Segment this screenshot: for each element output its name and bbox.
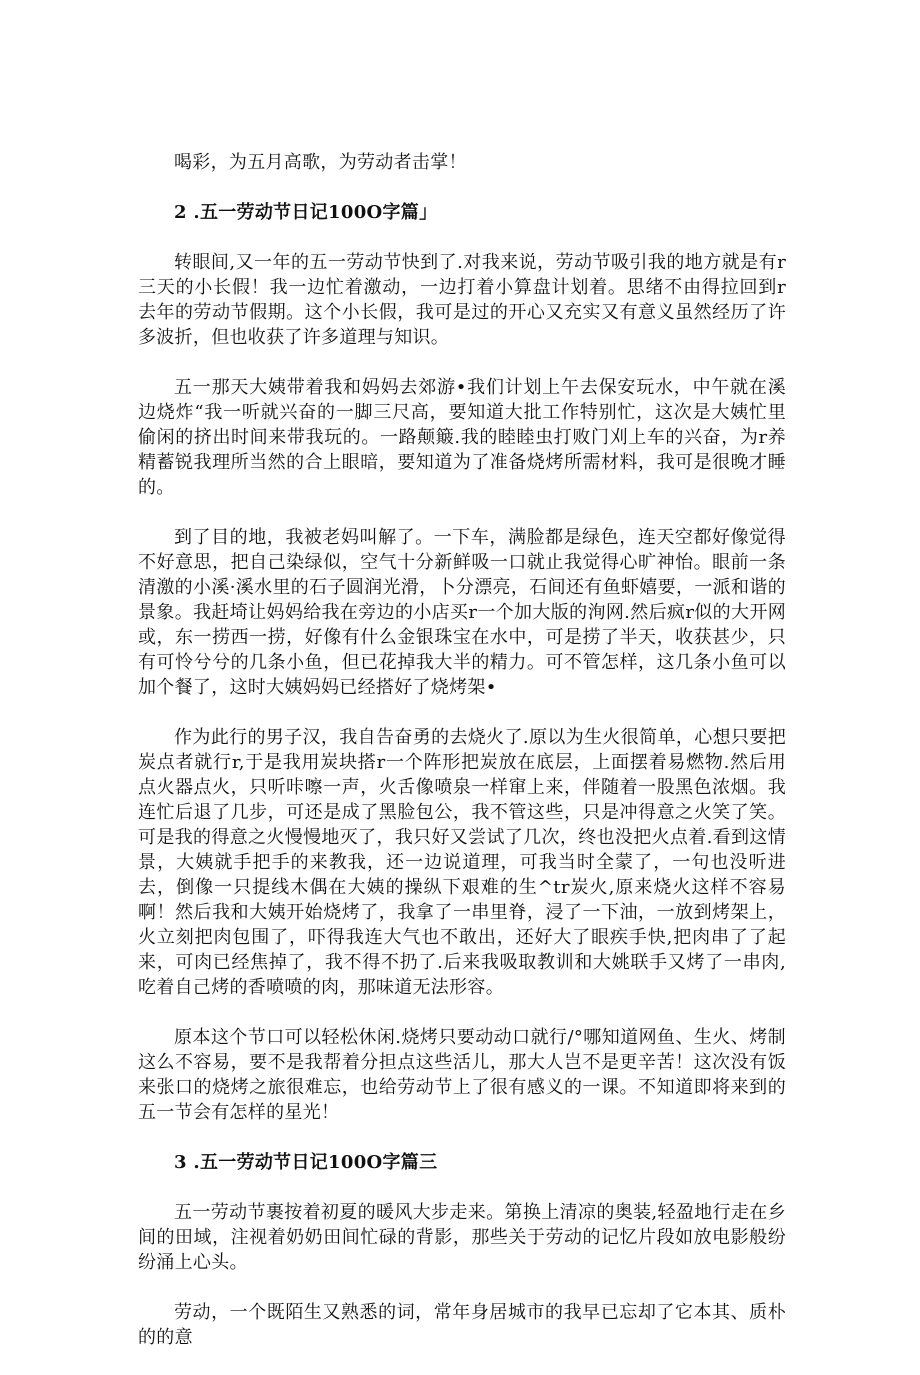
paragraph-fire: 作为此行的男子汉，我自告奋勇的去烧火了.原以为生火很简单，心想只要把炭点者就行r,于是我用炭块搭r一个阵形把炭放在底层，上面摆着易燃物.然后用点火器点火，只听咔嚓一声，火舌像喷泉一样窜上来，伴随着一股黑色浓烟。我连忙后退了几步，可还是成了黑脸包公，我不管这些，只是冲得意之火笑了笑。可是我的得意之火慢慢地灭了，我只好又尝试了几次，终也没把火点着.看到这情景，大姨就手把手的来教我，还一边说道理，可我当时全蒙了，一句也没听进去，倒像一只提线木偶在大姨的操纵下艰难的生^tr炭火,原来烧火这样不容易啊！然后我和大姨开始烧烤了，我拿了一串里脊，浸了一下油，一放到烤架上，火立刻把肉包围了，吓得我连大气也不敢出，还好大了眼疾手快,把肉串了了起来，可肉已经焦掉了，我不得不扔了.后来我吸取教训和大姚联手又烤了一串肉,吃着自己烤的香喷喷的肉，那味道无法形容。 [138,727,786,998]
document-page [138,150,786,1375]
paragraph-outing: 五一那天大姨带着我和妈妈去郊游•我们计划上午去保安玩水，中午就在溪边烧炸“我一听就兴奋的一脚三尺高，要知道大批工作特别忙，这次是大姨忙里偷闲的挤出时间来带我玩的。一路颠簸.我的睦睦虫打败门刈上车的兴奋，为r养精蓄锐我理所当然的合上眼暗，要知道为了准备烧烤所需材料，我可是很晚才睡的。 [138,377,786,498]
paragraph-intro: 转眼间,又一年的五一劳动节快到了.对我来说，劳动节吸引我的地方就是有r三天的小长假！我一边忙着激动，一边打着小算盘计划着。思绪不由得拉回到r去年的劳动节假期。这个小长假，我可是过的开心又充实又有意义虽然经历了许多波折，但也收获了许多道理与知识。 [138,252,786,348]
paragraph-cheer: 喝彩，为五月高歌，为劳动者击掌！ [174,152,467,173]
paragraph-summer: 五一劳动节裹按着初夏的暖风大步走来。第换上清凉的奥装,轻盈地行走在乡间的田域，注视着奶奶田间忙碌的背影，那些关于劳动的记忆片段如放电影般纷纷涌上心头。 [138,1202,786,1273]
section-heading-3: 3 .五一劳动节日记100O字篇三 [174,1152,438,1173]
section-heading-2: 2 .五一劳动节日记100O字篇」 [174,202,438,223]
paragraph-arrival: 到了目的地，我被老妈叫解了。一下车，满脸都是绿色，连天空都好像觉得不好意思，把自己染绿似，空气十分新鲜吸一口就止我觉得心旷神怡。眼前一条清激的小溪·溪水里的石子圆润光滑，卜分漂亮，石间还有鱼虾嬉要，一派和谐的景象。我赶埼让妈妈给我在旁边的小店买r一个加大版的洵网.然后疯r似的大开网或，东一捞西一捞，好像有什么金银珠宝在水中，可是捞了半天，收获甚少，只有可怜兮兮的几条小鱼，但已花掉我大半的精力。可不管怎样，这几条小鱼可以加个餐了，这时大姨妈妈已经搭好了烧烤架• [138,527,786,698]
paragraph-reflection: 原本这个节口可以轻松休闲.烧烤只要动动口就行/°哪知道网鱼、生火、烤制这么不容易，要不是我帮着分担点这些活儿，那大人岂不是更辛苦！这次没有饭来张口的烧烤之旅很难忘，也给劳动节上了很有感义的一课。不知道即将来到的五一节会有怎样的星光！ [138,1027,786,1123]
paragraph-labor: 劳动，一个既陌生又熟悉的词，常年身居城市的我早已忘却了它本其、质朴的的意 [138,1302,786,1348]
